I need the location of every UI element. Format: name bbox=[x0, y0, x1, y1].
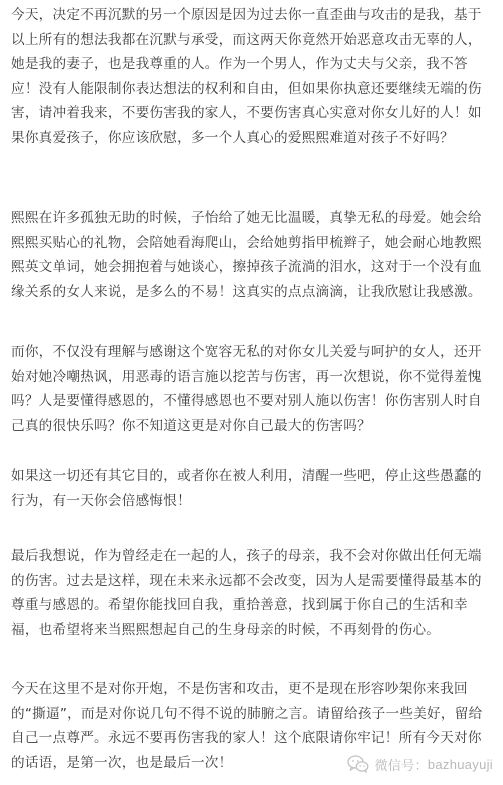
paragraph-3: 而你，不仅没有理解与感谢这个宽容无私的对你女儿关爱与呵护的女人，还开始对她冷嘲热讽，用恶毒的语言施以挖苦与伤害，再一次想说，你不觉得羞愧吗？人是要懂得感恩的，不懂得感恩也不要对别人施以伤害！你伤害别人时自己真的很快乐吗？你不知道这更是对你自己最大的伤害吗？ bbox=[11, 344, 482, 434]
paragraph-5: 最后我想说，作为曾经走在一起的人，孩子的母亲，我不会对你做出任何无端的伤害。过去是这样，现在未来永远都不会改变，因为人是需要懂得最基本的尊重与感恩的。希望你能找回自我，重拾善意，找到属于你自己的生活和幸福，也希望将来当熙熙想起自己的生身母亲的时候，不再刻骨的伤心。 bbox=[11, 548, 482, 638]
wechat-icon bbox=[347, 755, 369, 773]
paragraph-2: 熙熙在许多孤独无助的时候，子怡给了她无比温暖，真挚无私的母爱。她会给熙熙买贴心的礼物，会陪她看海爬山，会给她剪指甲梳辫子，她会耐心地教熙熙英文单词，她会拥抱着与她谈心，擦掉孩子流淌的泪水，这对于一个没有血缘关系的女人来说，是多么的不易！这真实的点点滴滴，让我欣慰让我感激。 bbox=[11, 210, 482, 300]
watermark-colon: ： bbox=[414, 757, 428, 773]
watermark-label: 微信号 bbox=[374, 757, 415, 773]
watermark-id: bazhuayuji bbox=[427, 756, 493, 772]
paragraph-6: 今天在这里不是对你开炮，不是伤害和攻击，更不是现在形容吵架你来我回的“撕逼”，而是对你说几句不得不说的肺腑之言。请留给孩子一些美好，留给自己一点尊严。永远不要再伤害我的家人！这个底限请你牢记！所有今天对你的话语，是第一次，也是最后一次！ bbox=[11, 681, 483, 771]
paragraph-1: 今天，决定不再沉默的另一个原因是因为过去你一直歪曲与攻击的是我，基于以上所有的想法我都在沉默与承受，而这两天你竟然开始恶意攻击无辜的人，她是我的妻子，也是我尊重的人。作为一个男人，作为丈夫与父亲，我不答应！没有人能限制你表达想法的权利和自由，但如果你执意还要继续无端的伤害，请冲着我来，不要伤害我的家人，不要伤害真心实意对你女儿好的人！如果你真爱孩子，你应该欣慰，多一个人真心的爱熙熙难道对孩子不好吗？ bbox=[11, 7, 482, 146]
paragraph-4: 如果这一切还有其它目的，或者你在被人利用，清醒一些吧，停止这些愚蠢的行为，有一天你会倍感悔恨！ bbox=[11, 468, 482, 509]
wechat-watermark bbox=[347, 752, 493, 776]
